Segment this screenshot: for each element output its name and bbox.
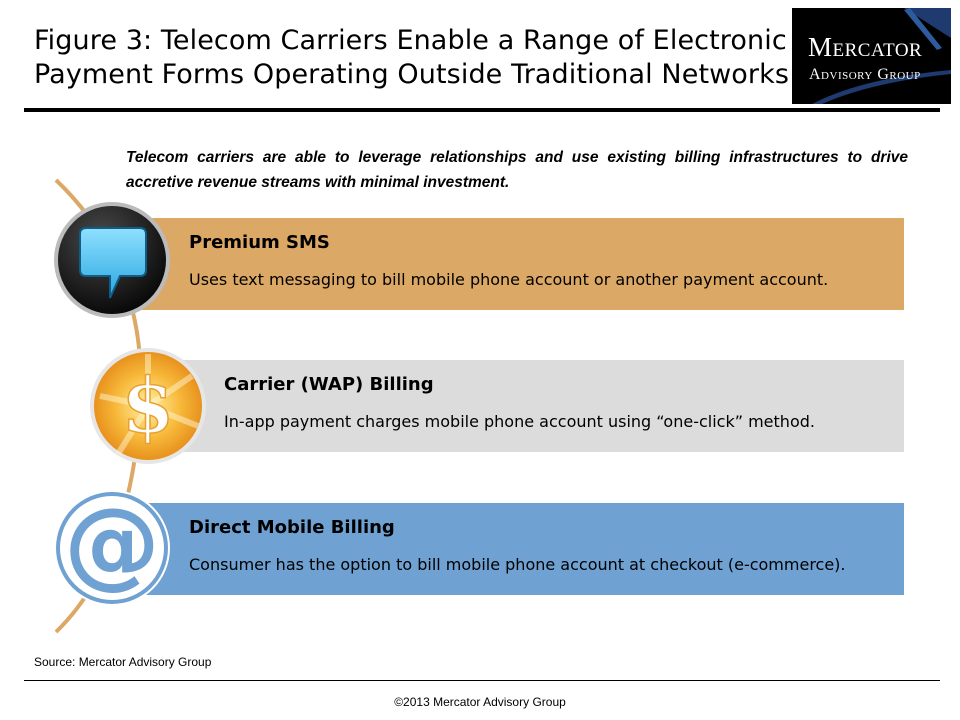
intro-text: Telecom carriers are able to leverage relationships and use existing billing infrastructures to drive accretive revenue streams with minimal investment. [126,149,908,191]
figure-title-line-2: Payment Forms Operating Outside Traditional Networks [34,59,790,90]
source-note: Source: Mercator Advisory Group [34,655,212,669]
dollar-icon [88,346,208,466]
payment-form-card-direct-mobile-billing [140,503,904,595]
speech-bubble-icon [52,200,172,320]
figure-title-line-1: Figure 3: Telecom Carriers Enable a Range of Electronic [34,25,787,56]
card-title: Premium SMS [189,232,330,253]
card-title: Direct Mobile Billing [189,517,395,538]
at-sign-icon [52,488,172,608]
copyright-footer: ©2013 Mercator Advisory Group [394,695,566,709]
card-description: Consumer has the option to bill mobile phone account at checkout (e-commerce). [189,555,846,574]
card-description: Uses text messaging to bill mobile phone account or another payment account. [189,270,829,289]
footer-divider [24,680,940,681]
payment-form-card-premium-sms [140,218,904,310]
svg-text:$: $ [121,361,175,450]
logo-text-secondary: Advisory Group [809,66,921,83]
logo-text-primary: Mercator [808,32,923,62]
card-title: Carrier (WAP) Billing [224,374,434,395]
payment-form-card-carrier-billing [180,360,904,452]
card-description: In-app payment charges mobile phone account using “one-click” method. [224,412,815,431]
svg-text:@: @ [64,488,160,599]
